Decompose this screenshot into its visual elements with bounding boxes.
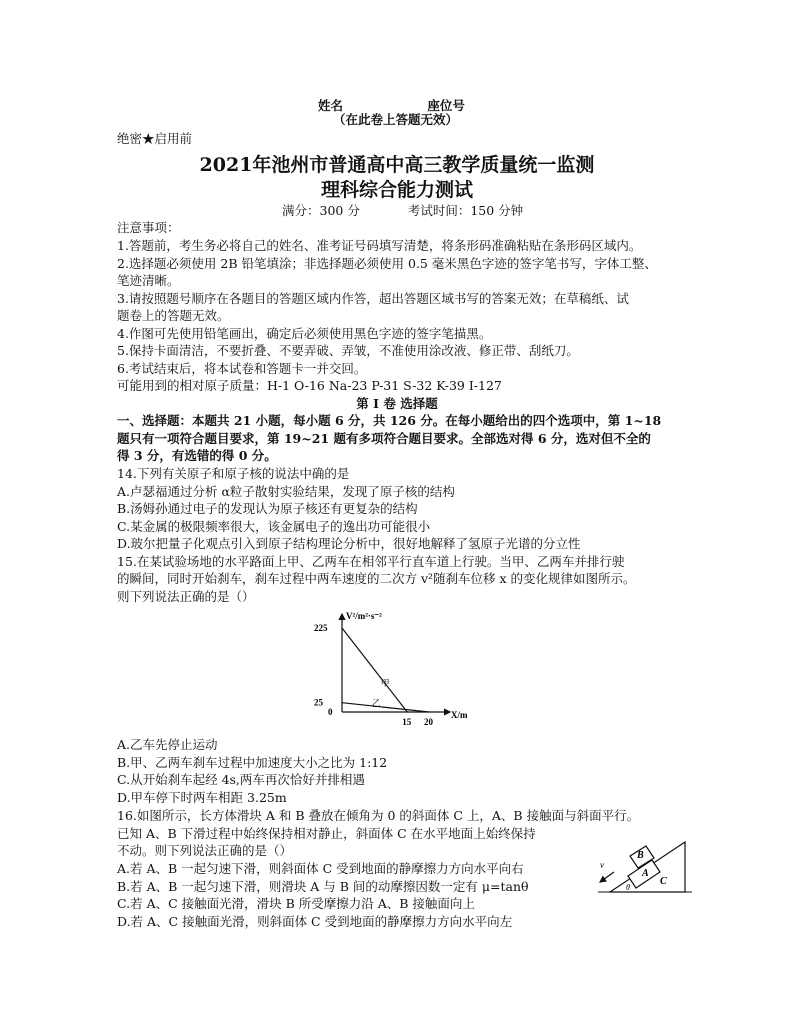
label-theta: θ bbox=[626, 883, 630, 892]
note-line: 2.选择题必须使用 2B 铅笔填涂；非选择题必须使用 0.5 毫米黑色字迹的签字笔书写，字体工整、 bbox=[117, 256, 657, 271]
exam-title: 2021年池州市普通高中高三教学质量统一监测 bbox=[199, 154, 595, 176]
q16-incline-figure bbox=[590, 828, 700, 898]
q15-option-a: A.乙车先停止运动 bbox=[117, 737, 218, 752]
q16-stem-line: 已知 A、B 下滑过程中始终保持相对静止，斜面体 C 在水平地面上始终保持 bbox=[117, 826, 536, 841]
q16-option-b: B.若 A、B 一起匀速下滑，则滑块 A 与 B 间的动摩擦因数一定有 μ=tanθ bbox=[117, 879, 529, 894]
section-instruction: 一、选择题：本题共 21 小题，每小题 6 分，共 126 分。在每小题给出的四个选项中，第 1~18 bbox=[117, 413, 662, 428]
label-c: C bbox=[660, 876, 667, 887]
q15-option-b: B.甲、乙两车刹车过程中加速度大小之比为 1:12 bbox=[117, 755, 388, 770]
label-v: v bbox=[600, 860, 604, 870]
chart-ylabel: V²/m²·s⁻² bbox=[346, 611, 382, 621]
name-label: 姓名 bbox=[318, 98, 344, 113]
section-instruction: 得 3 分，有选错的得 0 分。 bbox=[117, 448, 277, 463]
q15-option-c: C.从开始刹车起经 4s,两车再次恰好并排相遇 bbox=[117, 772, 365, 787]
q16-option-d: D.若 A、C 接触面光滑，则斜面体 C 受到地面的静摩擦力方向水平向左 bbox=[117, 914, 513, 929]
chart-xlabel: X/m bbox=[451, 710, 468, 720]
q14-option-b: B.汤姆孙通过电子的发现认为原子核还有更复杂的结构 bbox=[117, 501, 418, 516]
score-time-row bbox=[282, 201, 523, 219]
velocity-arrow bbox=[600, 872, 614, 882]
exam-time: 考试时间：150 分钟 bbox=[407, 203, 524, 218]
exam-subtitle: 理科综合能力测试 bbox=[320, 179, 473, 201]
label-a: A bbox=[642, 868, 649, 879]
q14-option-c: C.某金属的极限频率很大，该金属电子的逸出功可能很小 bbox=[117, 519, 431, 534]
note-line: 1.答题前，考生务必将自己的姓名、准考证号码填写清楚，将条形码准确粘贴在条形码区域内。 bbox=[117, 238, 642, 253]
q16-option-c: C.若 A、C 接触面光滑，滑块 B 所受摩擦力沿 A、B 接触面向上 bbox=[117, 896, 475, 911]
note-line: 题卷上的答题无效。 bbox=[117, 308, 230, 323]
q15-option-d: D.甲车停下时两车相距 3.25m bbox=[117, 790, 287, 805]
invalid-note: （在此卷上答题无效） bbox=[333, 112, 459, 127]
seat-label: 座位号 bbox=[427, 98, 465, 113]
note-line: 3.请按照题号顺序在各题目的答题区域内作答，超出答题区域书写的答案无效；在草稿纸、试 bbox=[117, 291, 629, 306]
note-line: 5.保持卡面清洁，不要折叠、不要弄破、弄皱，不准使用涂改液、修正带、刮纸刀。 bbox=[117, 343, 579, 358]
q14-option-d: D.玻尔把量子化观点引入到原子结构理论分析中，很好地解释了氢原子光谱的分立性 bbox=[117, 536, 581, 551]
note-line: 4.作图可先使用铅笔画出，确定后必须使用黑色字迹的签字笔描黑。 bbox=[117, 326, 492, 341]
label-b: B bbox=[637, 850, 644, 861]
q15-stem-line: 则下列说法正确的是（） bbox=[117, 589, 255, 604]
series-label-1: 乙 bbox=[371, 698, 381, 709]
y-tick-label: 25 bbox=[314, 697, 323, 708]
note-line: 笔迹清晰。 bbox=[117, 273, 180, 288]
secret-label: 绝密★启用前 bbox=[117, 131, 193, 146]
q16-stem-line: 16.如图所示，长方体滑块 A 和 B 叠放在倾角为 0 的斜面体 C 上，A、B 接触面与斜面平行。 bbox=[117, 808, 640, 823]
q15-stem-line: 15.在某试验场地的水平路面上甲、乙两车在相邻平行直车道上行驶。当甲、乙两车并排行驶 bbox=[117, 554, 625, 569]
q15-stem-line: 的瞬间，同时开始刹车，刹车过程中两车速度的二次方 v²随刹车位移 x 的变化规律如图所示。 bbox=[117, 571, 636, 586]
notes-title: 注意事项： bbox=[117, 220, 180, 235]
series-label-0: 甲 bbox=[380, 677, 390, 688]
atomic-mass-line: 可能用到的相对原子质量：H-1 O-16 Na-23 P-31 S-32 K-39 I-127 bbox=[117, 378, 502, 393]
q16-stem-line: 不动。则下列说法正确的是（） bbox=[117, 843, 293, 858]
q14-option-a: A.卢瑟福通过分析 α粒子散射实验结果，发现了原子核的结构 bbox=[117, 484, 455, 499]
chart-origin-label: 0 bbox=[328, 707, 333, 717]
note-line: 6.考试结束后，将本试卷和答题卡一并交回。 bbox=[117, 361, 367, 376]
full-score: 满分：300 分 bbox=[282, 203, 360, 218]
x-tick-label: 15 bbox=[402, 717, 412, 727]
section-instruction: 题只有一项符合题目要求，第 19~21 题有多项符合题目要求。全部选对得 6 分，选对但不全的 bbox=[117, 431, 651, 446]
y-tick-label: 225 bbox=[314, 623, 328, 633]
q16-option-a: A.若 A、B 一起匀速下滑，则斜面体 C 受到地面的静摩擦力方向水平向右 bbox=[117, 861, 524, 876]
x-tick-label: 20 bbox=[424, 717, 433, 727]
q14-stem: 14.下列有关原子和原子核的说法中确的是 bbox=[117, 466, 350, 481]
q15-v2-x-chart bbox=[300, 608, 480, 733]
section-title: 第 I 卷 选择题 bbox=[356, 396, 438, 411]
series-line-1 bbox=[342, 703, 429, 712]
